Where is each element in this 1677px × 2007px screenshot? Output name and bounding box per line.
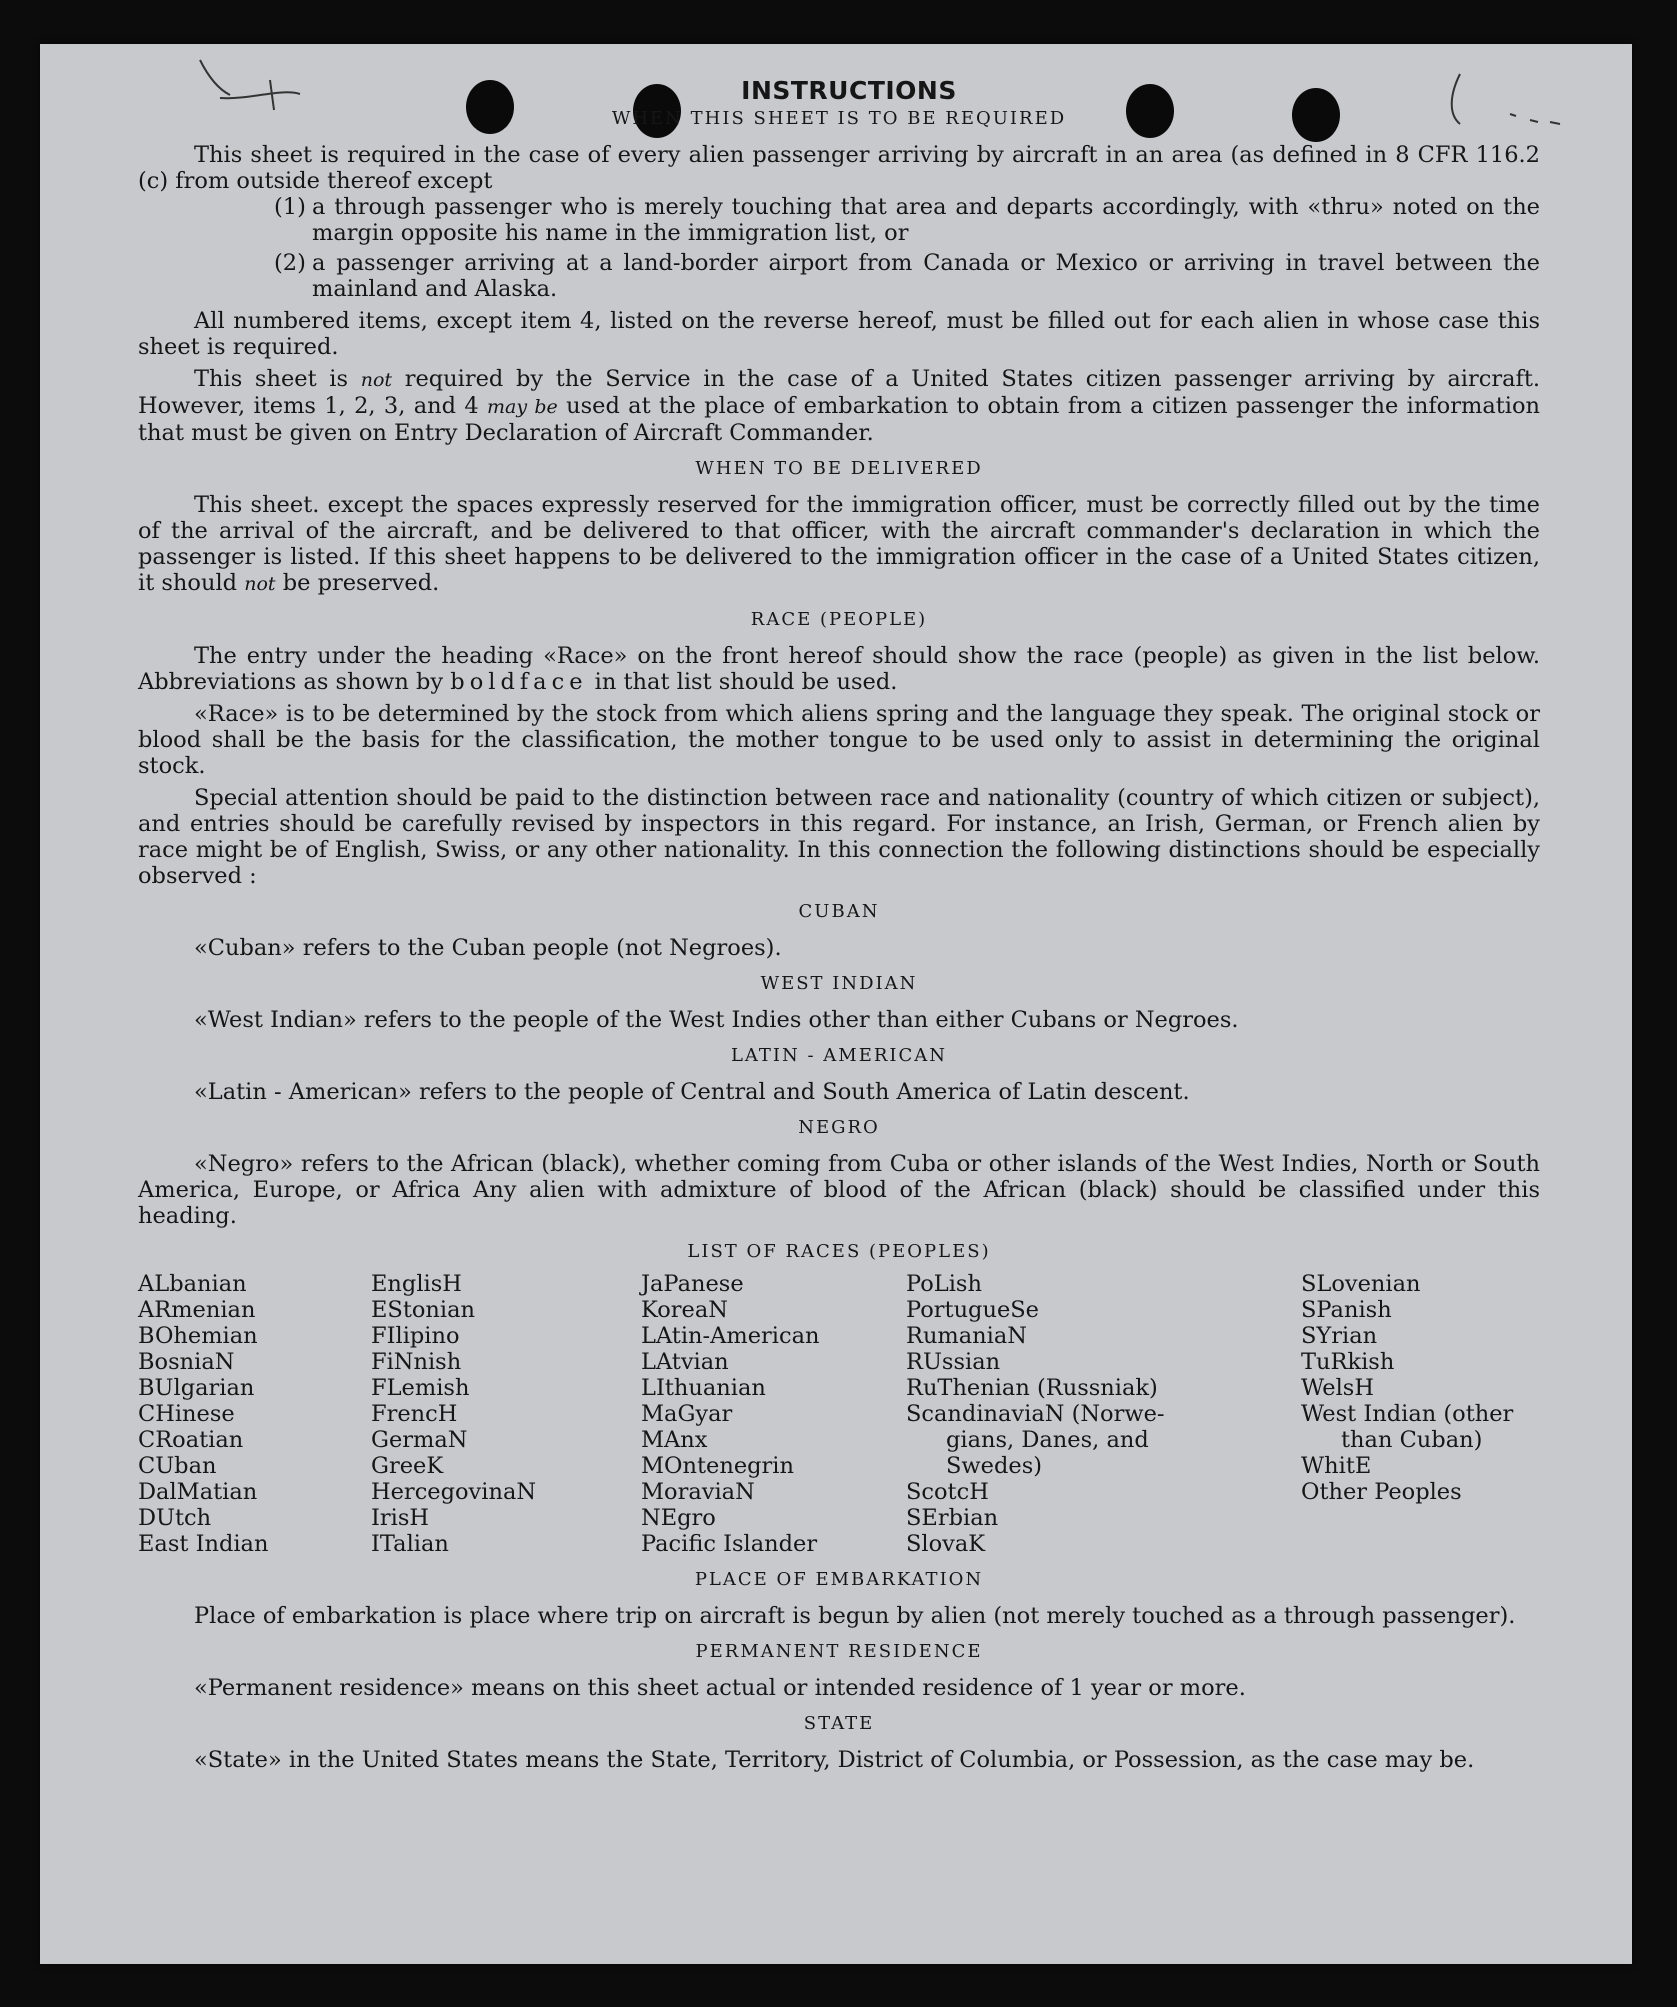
race-entry: MaGyar bbox=[641, 1401, 733, 1427]
race-entry: MOntenegrin bbox=[641, 1453, 794, 1479]
section-heading: RACE (PEOPLE) bbox=[750, 609, 928, 630]
race-entry: ITalian bbox=[371, 1531, 449, 1557]
race-entry: HercegovinaN bbox=[371, 1479, 537, 1505]
race-entry: Swedes) bbox=[946, 1453, 1043, 1479]
race-entry: IrisH bbox=[371, 1505, 430, 1531]
race-entry: CUban bbox=[138, 1453, 217, 1479]
paragraph: This sheet. except the spaces expressly reserved for the immigration officer, must be correctly filled out by the time of the arrival of the aircraft, and be delivered to that officer, with the aircraft commander's declaration in which the passenger is listed. If this sheet happens to be delivered to the immigration officer in the case of a United States citizen, it should not be preserved. bbox=[138, 492, 1540, 596]
race-entry: MAnx bbox=[641, 1427, 708, 1453]
race-entry: EnglisH bbox=[371, 1271, 462, 1297]
race-entry: ScandinaviaN (Norwe- bbox=[906, 1401, 1165, 1427]
race-entry: SLovenian bbox=[1301, 1271, 1421, 1297]
section-heading: CUBAN bbox=[798, 901, 880, 922]
race-entry: Pacific Islander bbox=[641, 1531, 818, 1557]
race-entry: BUlgarian bbox=[138, 1375, 255, 1401]
race-entry: FIlipino bbox=[371, 1323, 460, 1349]
race-entry: SlovaK bbox=[906, 1531, 986, 1557]
paragraph: «Latin - American» refers to the people of Central and South America of Latin descent. bbox=[194, 1079, 1190, 1105]
paragraph: The entry under the heading «Race» on the front hereof should show the race (people) as given in the list below. Abbreviations as shown by boldface in that list should be used. bbox=[138, 643, 1540, 695]
race-entry: WhitE bbox=[1301, 1453, 1372, 1479]
paragraph: Special attention should be paid to the distinction between race and nationality (country of which citizen or subject), and entries should be carefully revised by inspectors in this regard. For instance, an Irish, German, or French alien by race might be of English, Swiss, or any other nationality. In this connection the following distinctions should be especially observed : bbox=[138, 785, 1540, 889]
race-entry: BOhemian bbox=[138, 1323, 258, 1349]
section-heading: STATE bbox=[803, 1713, 875, 1734]
race-entry: JaPanese bbox=[641, 1271, 744, 1297]
section-heading: PLACE OF EMBARKATION bbox=[694, 1569, 984, 1590]
race-entry: BosniaN bbox=[138, 1349, 235, 1375]
list-item bbox=[274, 250, 1540, 302]
item-text: a through passenger who is merely touching that area and departs accordingly, with «thru» noted on the margin opposite his name in the immigration list, or bbox=[312, 194, 1540, 246]
race-entry: ARmenian bbox=[138, 1297, 256, 1323]
race-entry: Other Peoples bbox=[1301, 1479, 1462, 1505]
race-entry: SPanish bbox=[1301, 1297, 1392, 1323]
race-entry: FrencH bbox=[371, 1401, 458, 1427]
section-heading: WHEN THIS SHEET IS TO BE REQUIRED bbox=[611, 108, 1067, 129]
race-entry: than Cuban) bbox=[1341, 1427, 1483, 1453]
paragraph: «Negro» refers to the African (black), whether coming from Cuba or other islands of the West Indies, North or South America, Europe, or Africa Any alien with admixture of blood of the African (black) should be classified under this heading. bbox=[138, 1151, 1540, 1229]
section-heading: WHEN TO BE DELIVERED bbox=[695, 458, 983, 479]
section-heading: LATIN - AMERICAN bbox=[730, 1045, 948, 1066]
paragraph: «Cuban» refers to the Cuban people (not Negroes). bbox=[194, 935, 782, 961]
race-entry: LIthuanian bbox=[641, 1375, 766, 1401]
race-column bbox=[371, 1271, 641, 1557]
race-entry: SErbian bbox=[906, 1505, 999, 1531]
race-entry: CHinese bbox=[138, 1401, 235, 1427]
item-number: (1) bbox=[274, 194, 306, 220]
race-entry: KoreaN bbox=[641, 1297, 728, 1323]
race-entry: GreeK bbox=[371, 1453, 444, 1479]
race-entry: CRoatian bbox=[138, 1427, 244, 1453]
race-entry: LAtvian bbox=[641, 1349, 729, 1375]
race-entry: RUssian bbox=[906, 1349, 1001, 1375]
race-entry: PortugueSe bbox=[906, 1297, 1040, 1323]
race-column bbox=[1301, 1271, 1541, 1557]
race-entry: GermaN bbox=[371, 1427, 468, 1453]
race-entry: ScotcH bbox=[906, 1479, 989, 1505]
race-entry: RuThenian (Russniak) bbox=[906, 1375, 1158, 1401]
race-list bbox=[138, 1271, 1540, 1557]
race-entry: gians, Danes, and bbox=[946, 1427, 1149, 1453]
paragraph: This sheet is not required by the Service in the case of a United States citizen passenger arriving by aircraft. However, items 1, 2, 3, and 4 may be used at the place of embarkation to obtain from a citizen passenger the information that must be given on Entry Declaration of Aircraft Commander. bbox=[138, 366, 1541, 446]
race-column bbox=[138, 1271, 371, 1557]
paragraph: This sheet is required in the case of every alien passenger arriving by aircraft in an area (as defined in 8 CFR 116.2 (c) from outside thereof except bbox=[138, 142, 1540, 194]
race-entry: WelsH bbox=[1301, 1375, 1374, 1401]
paragraph: Place of embarkation is place where trip on aircraft is begun by alien (not merely touched as a through passenger). bbox=[194, 1603, 1516, 1629]
document-page bbox=[40, 44, 1632, 1964]
race-entry: DalMatian bbox=[138, 1479, 258, 1505]
section-heading: WEST INDIAN bbox=[760, 973, 918, 994]
race-entry: East Indian bbox=[138, 1531, 269, 1557]
race-entry: LAtin-American bbox=[641, 1323, 820, 1349]
section-heading: PERMANENT RESIDENCE bbox=[695, 1641, 983, 1662]
list-item bbox=[274, 194, 1540, 246]
race-column bbox=[641, 1271, 906, 1557]
race-entry: DUtch bbox=[138, 1505, 212, 1531]
paragraph: «West Indian» refers to the people of the West Indies other than either Cubans or Negroes. bbox=[194, 1007, 1239, 1033]
race-entry: TuRkish bbox=[1301, 1349, 1395, 1375]
race-entry: ALbanian bbox=[138, 1271, 247, 1297]
race-entry: MoraviaN bbox=[641, 1479, 755, 1505]
race-entry: RumaniaN bbox=[906, 1323, 1027, 1349]
race-entry: NEgro bbox=[641, 1505, 716, 1531]
race-entry: EStonian bbox=[371, 1297, 476, 1323]
race-entry: FiNnish bbox=[371, 1349, 462, 1375]
section-heading: LIST OF RACES (PEOPLES) bbox=[687, 1241, 991, 1262]
section-heading: NEGRO bbox=[798, 1117, 880, 1138]
race-entry: PoLish bbox=[906, 1271, 982, 1297]
paragraph: «Permanent residence» means on this sheet actual or intended residence of 1 year or more. bbox=[194, 1675, 1246, 1701]
race-entry: West Indian (other bbox=[1301, 1401, 1514, 1427]
paragraph: All numbered items, except item 4, listed on the reverse hereof, must be filled out for each alien in whose case this sheet is required. bbox=[138, 308, 1540, 360]
race-entry: FLemish bbox=[371, 1375, 470, 1401]
race-entry: SYrian bbox=[1301, 1323, 1378, 1349]
paragraph: «State» in the United States means the State, Territory, District of Columbia, or Possession, as the case may be. bbox=[194, 1747, 1475, 1773]
item-text: a passenger arriving at a land-border airport from Canada or Mexico or arriving in travel between the mainland and Alaska. bbox=[312, 250, 1540, 302]
race-column bbox=[906, 1271, 1301, 1557]
instructions-content bbox=[138, 78, 1540, 1773]
page-title: INSTRUCTIONS bbox=[741, 76, 957, 105]
item-number: (2) bbox=[274, 250, 306, 276]
paragraph: «Race» is to be determined by the stock from which aliens spring and the language they speak. The original stock or blood shall be the basis for the classification, the mother tongue to be used only to assist in determining the original stock. bbox=[138, 701, 1540, 779]
